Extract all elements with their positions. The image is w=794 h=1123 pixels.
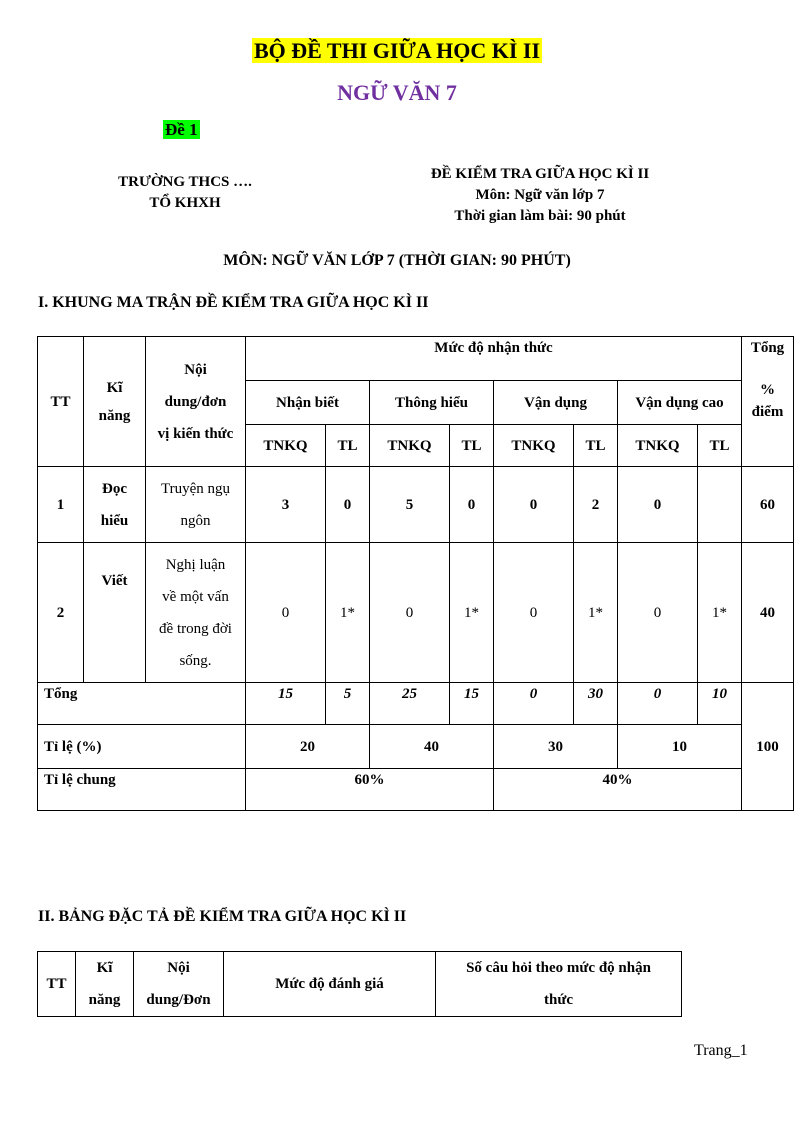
tile-value: 30 [494,725,618,769]
row-content: Nghị luận về một vấn đề trong đời sống. [146,543,246,683]
grand-total: 100 [742,683,794,811]
tong-value: 10 [698,683,742,725]
table-row [38,467,794,543]
sub-header: TNKQ [370,425,450,467]
row-value: 1* [450,543,494,683]
header-tong: Tổng % điểm [742,337,794,467]
row-content: Truyện ngụ ngôn [146,467,246,543]
exam-number: Đề 1 [165,120,198,139]
level-nhan-biet: Nhận biết [246,381,370,425]
spec-header-ki-nang: Kĩ năng [76,952,134,1017]
row-tt: 2 [38,543,84,683]
row-value: 0 [450,467,494,543]
tong-value: 0 [618,683,698,725]
tlchung-row [38,769,794,811]
sub-header: TNKQ [494,425,574,467]
tlchung-value: 60% [246,769,494,811]
exam-info-block [395,164,685,227]
row-value [698,467,742,543]
tong-value: 15 [246,683,326,725]
subtitle-line: MÔN: NGỮ VĂN LỚP 7 (THỜI GIAN: 90 PHÚT) [223,252,571,269]
sub-header: TNKQ [618,425,698,467]
row-value: 3 [246,467,326,543]
header-muc-do: Mức độ nhận thức [246,337,742,381]
row-value: 0 [370,543,450,683]
row-value: 1* [574,543,618,683]
spec-header-tt: TT [38,952,76,1017]
exam-time: Thời gian làm bài: 90 phút [454,208,626,224]
table-row [38,543,794,683]
page-number: Trang_1 [694,1042,748,1059]
matrix-table [37,336,794,811]
spec-table [37,951,682,1017]
tong-value: 25 [370,683,450,725]
tong-value: 30 [574,683,618,725]
tong-value: 0 [494,683,574,725]
spec-header-muc-do: Mức độ đánh giá [224,952,436,1017]
school-name: TRƯỜNG THCS …. [118,174,252,190]
level-thong-hieu: Thông hiểu [370,381,494,425]
row-total: 60 [742,467,794,543]
header-noi-dung: Nội dung/đơn vị kiến thức [146,337,246,467]
row-value: 0 [246,543,326,683]
level-van-dung-cao: Vận dụng cao [618,381,742,425]
tlchung-label: Tỉ lệ chung [38,769,246,811]
tile-label: Tỉ lệ (%) [38,725,246,769]
sub-header: TNKQ [246,425,326,467]
school-block [90,172,280,214]
row-value: 5 [370,467,450,543]
tile-value: 10 [618,725,742,769]
spec-header-so-cau: Số câu hỏi theo mức độ nhận thức [436,952,682,1017]
tong-value: 15 [450,683,494,725]
level-van-dung: Vận dụng [494,381,618,425]
row-value: 0 [618,467,698,543]
section-2-title: II. BẢNG ĐẶC TẢ ĐỀ KIỂM TRA GIỮA HỌC KÌ II [38,908,407,925]
row-skill: Viết [84,543,146,683]
row-value: 0 [326,467,370,543]
row-tt: 1 [38,467,84,543]
row-value: 0 [494,543,574,683]
tile-value: 40 [370,725,494,769]
subject-title: NGỮ VĂN 7 [337,80,457,105]
tong-value: 5 [326,683,370,725]
row-value: 1* [698,543,742,683]
row-total: 40 [742,543,794,683]
sub-header: TL [326,425,370,467]
department-name: TỔ KHXH [149,195,221,211]
row-skill: Đọc hiểu [84,467,146,543]
tile-row [38,725,794,769]
header-tt: TT [38,337,84,467]
row-value: 2 [574,467,618,543]
exam-subject: Môn: Ngữ văn lớp 7 [475,187,605,203]
sub-header: TL [450,425,494,467]
exam-title: ĐỀ KIỂM TRA GIỮA HỌC KÌ II [430,166,650,182]
row-value: 0 [494,467,574,543]
row-value: 0 [618,543,698,683]
row-value: 1* [326,543,370,683]
section-1-title: I. KHUNG MA TRẬN ĐỀ KIỂM TRA GIỮA HỌC KÌ II [38,294,429,311]
spec-header-noi-dung: Nội dung/Đơn [134,952,224,1017]
sub-header: TL [574,425,618,467]
sub-header: TL [698,425,742,467]
tong-label: Tổng [38,683,246,725]
tlchung-value: 40% [494,769,742,811]
tong-row [38,683,794,725]
main-title: BỘ ĐỀ THI GIỮA HỌC KÌ II [253,38,541,63]
header-ki-nang: Kĩ năng [84,337,146,467]
tile-value: 20 [246,725,370,769]
